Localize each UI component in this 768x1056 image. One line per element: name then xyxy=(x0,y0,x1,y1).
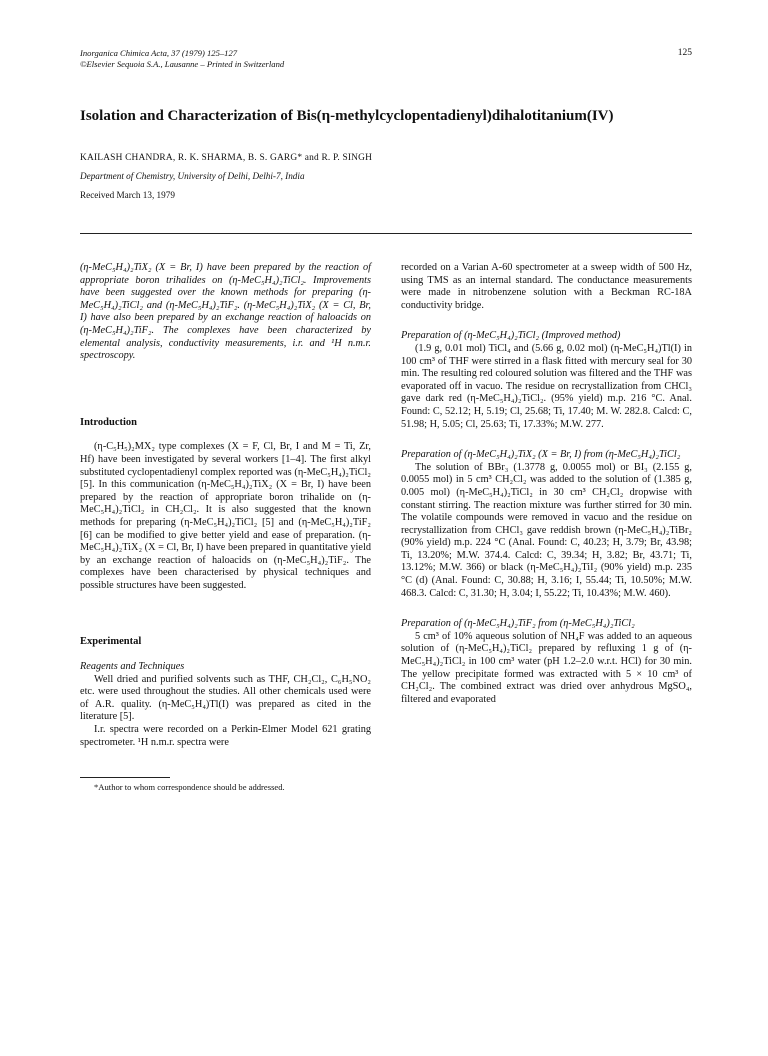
article-title: Isolation and Characterization of Bis(η-methylcyclopentadienyl)dihalotitanium(IV) xyxy=(80,108,614,124)
received-date: Received March 13, 1979 xyxy=(80,190,175,200)
reagents-subheading: Reagents and Techniques xyxy=(80,661,185,673)
right-column xyxy=(401,262,692,706)
prep2-text: The solution of BBr₃ (1.3778 g, 0.0055 mol) or BI₃ (2.155 g, 0.0055 mol) in 5 cm³ CH₂Cl₂ was added to the solution of (1.385 g, 0.005 mol) (η-MeC₅H₄)₂TiCl₂ in 30 cm³ CH₂Cl₂ dropwise with constant stirring. The reaction mixture was further stirred for 30 min. The volatile compounds were removed in vacuo and the residue on recrystallization from CHCl₃ gave reddish brown (η-MeC₅H₄)₂TiBr₂ (90% yield) m.p. 224 °C (Anal. Found: C, 40.23; H, 3.79; Br, 43.98; Ti, 13.20%; M.W. 374.4. Calcd: C, 39.34; H, 3.82; Br, 43.71; Ti, 13.12%; M.W. 366) or black (η-MeC₅H₄)₂TiI₂ (90% yield) m.p. 235 °C (d) (Anal. Found: C, 30.88; H, 3.16; I, 55.44; Ti, 10.50%; M.W. 468.3. Calcd: C, 31.30; H, 3.04; I, 55.22; Ti, 10.43%; M.W. 460). xyxy=(401,461,692,599)
title-divider xyxy=(80,233,692,234)
introduction-heading: Introduction xyxy=(80,416,137,428)
author-list: KAILASH CHANDRA, R. K. SHARMA, B. S. GARG* and R. P. SINGH xyxy=(80,153,373,163)
running-header xyxy=(80,48,692,70)
reagents-text: Well dried and purified solvents such as THF, CH₂Cl₂, C₆H₅NO₂ etc. were used throughout the studies. All other chemicals used were of A.R. quality. (η-MeC₅H₄)Tl(I) was prepared as cited in the literature [5]. xyxy=(80,673,371,723)
publisher-line: ©Elsevier Sequoia S.A., Lausanne – Printed in Switzerland xyxy=(80,59,285,69)
spectra-continuation: recorded on a Varian A-60 spectrometer at a sweep width of 500 Hz, using TMS as an internal standard. The conductance measurements were made in nitrobenzene solution with a Beckman RC-18A conductivity bridge. xyxy=(401,262,692,311)
abstract: (η-MeC₅H₄)₂TiX₂ (X = Br, I) have been prepared by the reaction of appropriate boron trihalides on (η-MeC₅H₄)₂TiCl₂. Improvements have been suggested over the known methods for preparing (η-MeC₅H₄)₂TiCl₂ and (η-MeC₅H₄)₂TiF₂. (η-MeC₅H₄)₂TiX₂ (X = Cl, Br, I) have also been prepared by an exchange reaction of haloacids on (η-MeC₅H₄)₂TiF₂. The complexes have been characterized by elemental analysis, conductivity measurements, i.r. and ¹H n.m.r. spectroscopy. xyxy=(80,262,371,362)
spectra-text: I.r. spectra were recorded on a Perkin-Elmer Model 621 grating spectrometer. ¹H n.m.r. spectra were xyxy=(80,724,371,748)
page-number: 125 xyxy=(677,48,692,58)
prep1-heading: Preparation of (η-MeC₅H₄)₂TiCl₂ (Improved method) xyxy=(401,330,621,342)
introduction-text: (η-C₅H₅)₂MX₂ type complexes (X = F, Cl, Br, I and M = Ti, Zr, Hf) have been investigated by several workers [1–4]. The first alkyl substituted cyclopentadienyl complex reported was (η-MeC₅H₄)₂TiCl₂ [5]. In this communication (η-MeC₅H₄)₂TiX₂ (X = Br, I) have been prepared by the reaction of appropriate boron trihalide on (η-MeC₅H₄)₂TiCl₂ in CH₂Cl₂. It is also suggested that the known methods for preparing (η-MeC₅H₄)₂TiCl₂ [5] and (η-MeC₅H₄)₂TiF₂ [6] can be modified to give better yield and ease of preparation. (η-MeC₅H₄)₂TiX₂ (X = Cl, Br, I) have been prepared in quantitative yield by an exchange reaction of haloacids on (η-MeC₅H₄)₂TiF₂. The complexes have been characterised by physical techniques and possible structures have been suggested. xyxy=(80,441,371,591)
prep1-text: (1.9 g, 0.01 mol) TiCl₄ and (5.66 g, 0.02 mol) (η-MeC₅H₄)Tl(I) in 100 cm³ of THF were stirred in a flask fitted with mercury seal for 30 min. The resulting red coloured solution was filtered and the THF was evaporated off in vacuo. The residue on recrystallization from CHCl₃ gave dark red (η-MeC₅H₄)₂TiCl₂. (95% yield) m.p. 216 °C. Anal. Found: C, 52.12; H, 5.19; Cl, 25.68; Ti, 17.40; M. W. 282.8. Calcd: C, 51.98; H, 5.05; Cl, 25.63; Ti, 17.33%; M.W. 277. xyxy=(401,342,692,430)
prep3-heading: Preparation of (η-MeC₅H₄)₂TiF₂ from (η-MeC₅H₄)₂TiCl₂ xyxy=(401,618,635,630)
affiliation: Department of Chemistry, University of Delhi, Delhi-7, India xyxy=(80,171,305,181)
prep2-heading: Preparation of (η-MeC₅H₄)₂TiX₂ (X = Br, I) from (η-MeC₅H₄)₂TiCl₂ xyxy=(401,449,681,461)
footnote: *Author to whom correspondence should be addressed. xyxy=(94,782,285,793)
journal-citation: Inorganica Chimica Acta, 37 (1979) 125–127 xyxy=(80,48,238,58)
left-column xyxy=(80,262,371,793)
footnote-divider xyxy=(80,777,170,778)
experimental-heading: Experimental xyxy=(80,636,142,648)
prep3-text: 5 cm³ of 10% aqueous solution of NH₄F was added to an aqueous solution of (η-MeC₅H₄)₂TiCl₂ prepared by refluxing 1 g of (η-MeC₅H₄)₂TiCl₂ in 100 cm³ water (pH 1.2–2.0 w.r.t. HCl) for 30 min. The yellow precipitate formed was extracted with 5 × 10 cm³ of CH₂Cl₂. The combined extract was dried over anhydrous MgSO₄, filtered and evaporated xyxy=(401,630,692,705)
